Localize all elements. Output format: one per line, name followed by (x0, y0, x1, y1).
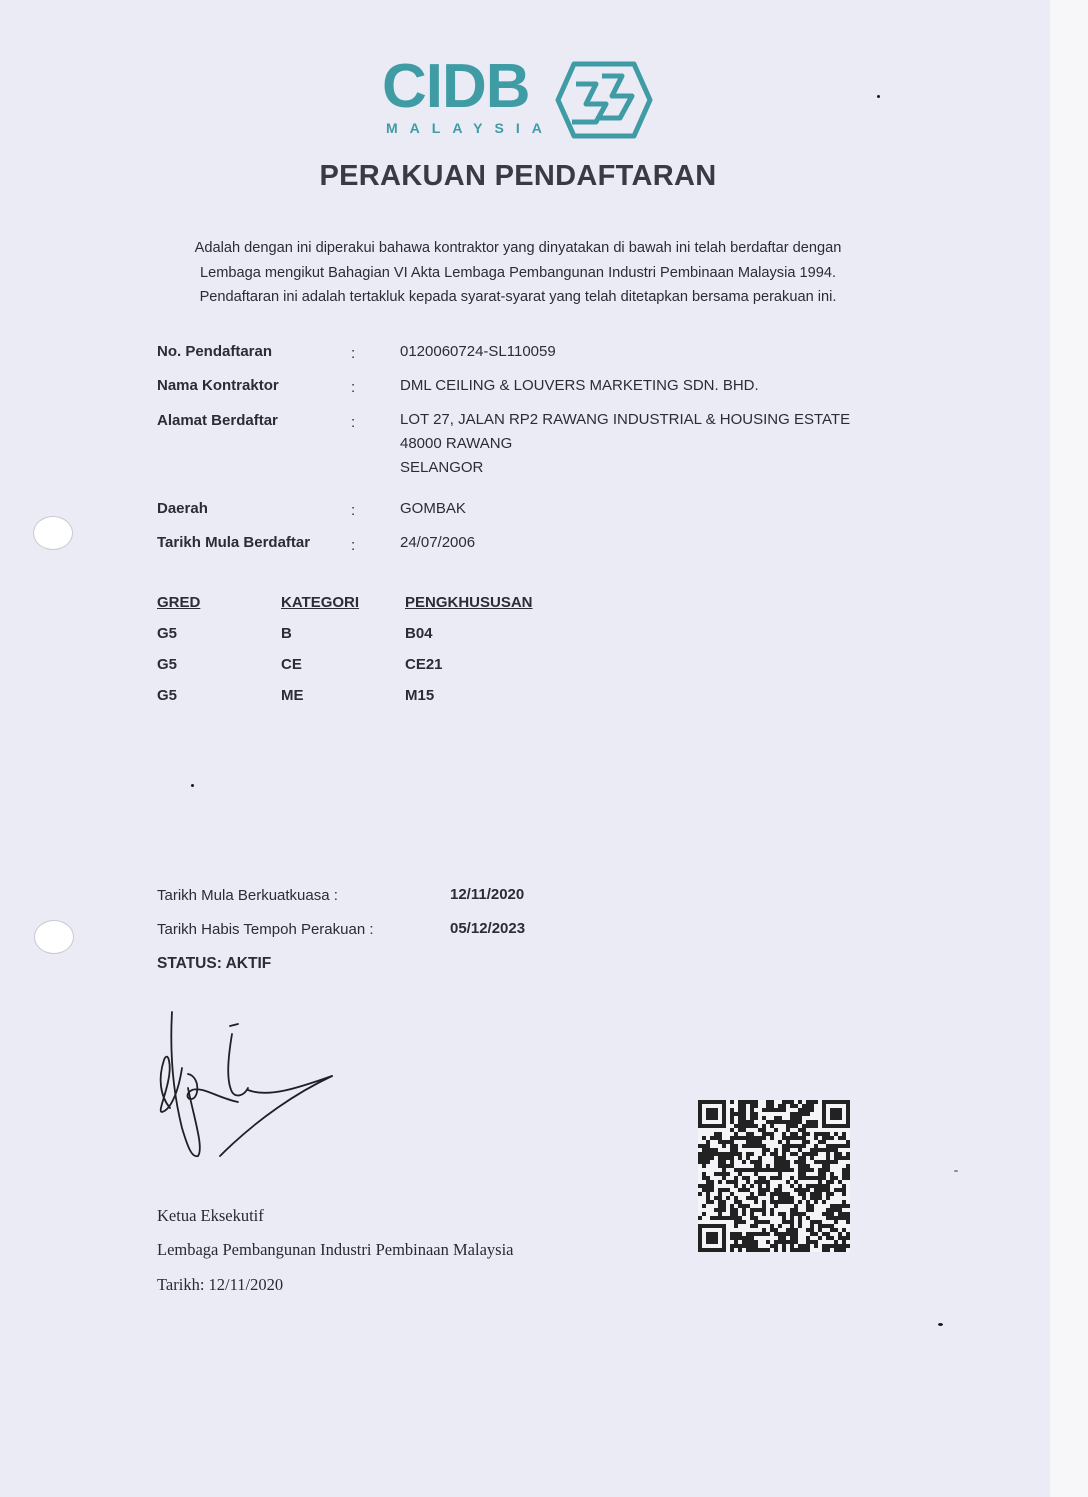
scan-margin (1050, 0, 1088, 1497)
category-cell: CE (281, 656, 302, 673)
effective-date-value: 12/11/2020 (450, 886, 525, 903)
district-value: GOMBAK (400, 500, 466, 517)
registration-no-label: No. Pendaftaran (157, 343, 273, 360)
cidb-mark-icon (546, 60, 654, 140)
district-label: Daerah (157, 500, 208, 517)
contractor-name-value: DML CEILING & LOUVERS MARKETING SDN. BHD. (400, 377, 759, 394)
field-colon: : (351, 379, 356, 396)
intro-line: Lembaga mengikut Bahagian VI Akta Lembaga Pembangunan Industri Pembinaan Malaysia 1994. (199, 264, 837, 281)
grade-cell: G5 (157, 687, 178, 704)
scan-speck (954, 1170, 958, 1172)
logo-country-text: MALAYSIA (386, 120, 554, 136)
logo-brand-text: CIDB (382, 52, 530, 121)
field-colon: : (351, 414, 356, 431)
signatory-title: Ketua Eksekutif (157, 1206, 264, 1225)
address-label: Alamat Berdaftar (157, 412, 278, 429)
signature-icon (148, 1008, 348, 1168)
category-header: KATEGORI (281, 594, 360, 611)
address-line: LOT 27, JALAN RP2 RAWANG INDUSTRIAL & HOUSING ESTATE (400, 411, 851, 428)
signature-date: Tarikh: 12/11/2020 (157, 1275, 284, 1294)
punch-hole-bottom (34, 920, 74, 954)
grade-header: GRED (157, 594, 201, 611)
scan-speck (191, 784, 194, 787)
expiry-date-label: Tarikh Habis Tempoh Perakuan : (157, 921, 374, 938)
expiry-date-value: 05/12/2023 (450, 920, 526, 937)
specialisation-cell: B04 (405, 625, 433, 642)
grade-cell: G5 (157, 656, 178, 673)
qr-code-icon (698, 1100, 850, 1252)
contractor-name-label: Nama Kontraktor (157, 377, 279, 394)
grade-cell: G5 (157, 625, 178, 642)
category-cell: B (281, 625, 292, 642)
punch-hole-top (33, 516, 73, 550)
field-colon: : (351, 502, 356, 519)
effective-date-label: Tarikh Mula Berkuatkuasa : (157, 887, 338, 904)
intro-line: Pendaftaran ini adalah tertakluk kepada syarat-syarat yang telah ditetapkan bersama perakuan ini. (199, 289, 837, 305)
address-line: SELANGOR (400, 459, 484, 476)
intro-paragraph (120, 236, 916, 310)
scan-speck (877, 95, 880, 98)
registered-since-value: 24/07/2006 (400, 534, 476, 551)
registered-since-label: Tarikh Mula Berdaftar (157, 534, 311, 551)
intro-line: Adalah dengan ini diperakui bahawa kontraktor yang dinyatakan di bawah ini telah berdaftar dengan (194, 240, 842, 256)
address-line: 48000 RAWANG (400, 435, 513, 452)
field-colon: : (351, 537, 356, 554)
category-cell: ME (281, 687, 304, 704)
field-colon: : (351, 345, 356, 362)
specialisation-header: PENGKHUSUSAN (405, 594, 533, 611)
scan-speck (938, 1323, 943, 1326)
specialisation-cell: CE21 (405, 656, 443, 673)
signatory-organisation: Lembaga Pembangunan Industri Pembinaan Malaysia (157, 1240, 514, 1259)
document-title: PERAKUAN PENDAFTARAN (319, 160, 717, 192)
registration-no-value: 0120060724-SL110059 (400, 343, 556, 360)
address-value (400, 408, 850, 480)
specialisation-cell: M15 (405, 687, 435, 704)
cidb-logo (382, 52, 654, 142)
status-label: STATUS: AKTIF (157, 955, 272, 972)
